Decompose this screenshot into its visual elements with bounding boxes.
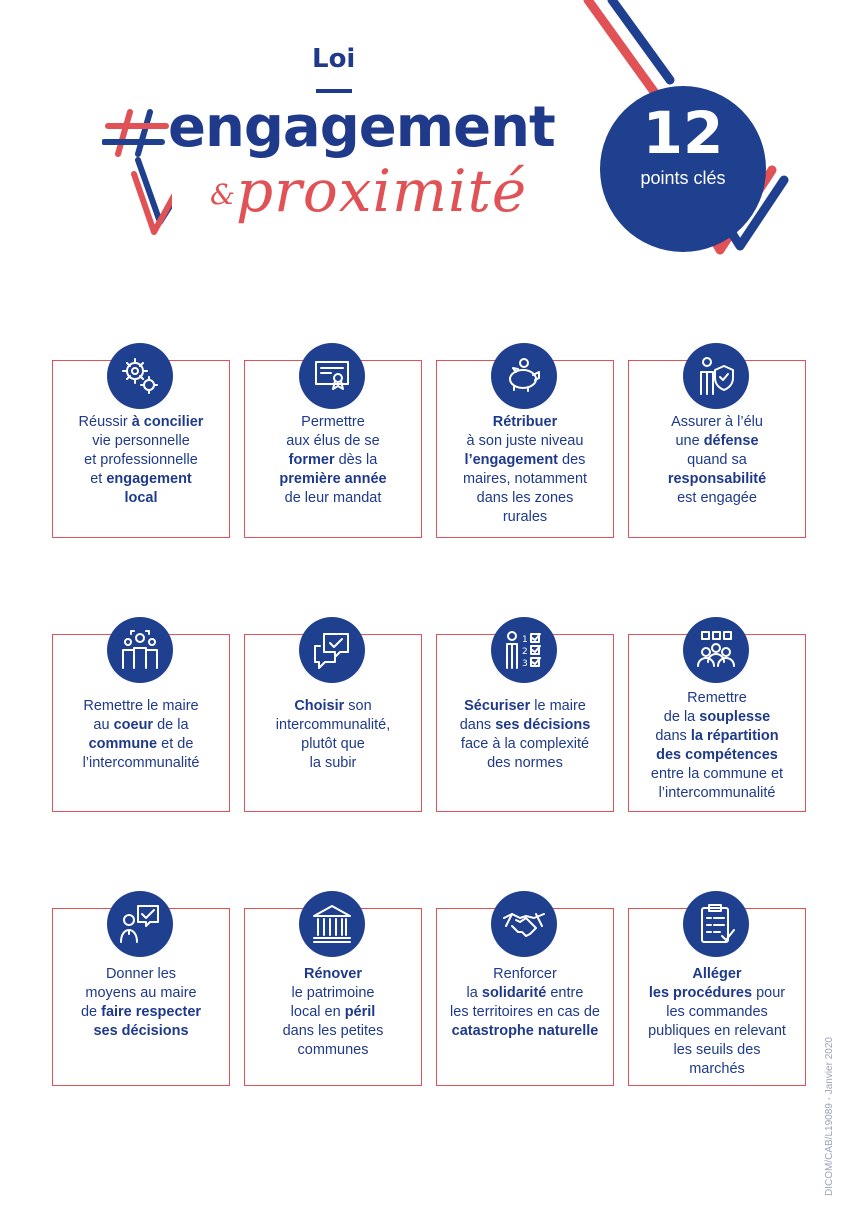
key-point-text: Remettre de la souplesse dans la répartition des compétences entre la commune et l’intercommunalité [650,690,784,801]
key-point-card-10 [244,908,422,1086]
key-point-card-11 [436,908,614,1086]
key-point-card-4 [628,360,806,538]
badge-number: 12 [642,99,724,167]
key-points-badge [600,86,766,252]
hashtag-check-logo [102,104,172,244]
title-ampersand: & [210,178,235,211]
key-point-text: Assurer à l’élu une défense quand sa responsabilité est engagée [667,414,767,506]
person-checklist-icon [491,617,557,683]
speech-check-icon [299,617,365,683]
key-point-text: Alléger les procédures pour les commandes publiques en relevant les seuils des marchés [648,966,786,1077]
key-point-card-7 [436,634,614,812]
diploma-icon [299,343,365,409]
key-point-card-8 [628,634,806,812]
title-proximite: proximité [236,157,528,225]
key-point-text: Donner les moyens au maire de faire respecter ses décisions [80,966,202,1039]
svg-text:3: 3 [522,659,528,669]
badge-label: points clés [640,168,726,188]
key-point-text: Sécuriser le maire dans ses décisions face à la complexité des normes [459,698,591,771]
key-point-card-2 [244,360,422,538]
clipboard-check-icon [683,891,749,957]
key-point-text: Remettre le maire au coeur de la commune et de l’intercommunalité [82,698,200,771]
key-point-card-6 [244,634,422,812]
document-reference: DICOM/CAB/L19089 - Janvier 2020 [824,1037,835,1196]
key-point-text: Rétribuer à son juste niveau l’engagement des maires, notamment dans les zones rurales [462,414,588,525]
svg-text:2: 2 [522,647,528,657]
svg-text:1: 1 [522,635,528,645]
person-shield-icon [683,343,749,409]
key-point-text: Choisir son intercommunalité, plutôt que la subir [275,698,391,771]
key-point-card-3 [436,360,614,538]
key-point-card-5 [52,634,230,812]
key-point-card-12 [628,908,806,1086]
group-focus-icon [107,617,173,683]
title-underline [316,89,352,93]
person-speech-check-icon [107,891,173,957]
building-columns-icon [299,891,365,957]
key-point-text: Permettre aux élus de se former dès la première année de leur mandat [279,414,387,506]
key-point-text: Réussir à concilier vie personnelle et professionnelle et engagement local [78,414,204,506]
key-point-card-9 [52,908,230,1086]
title-engagement: engagement [168,95,555,160]
team-org-icon [683,617,749,683]
law-label: Loi [312,44,356,74]
key-point-text: Renforcer la solidarité entre les territoires en cas de catastrophe naturelle [450,966,600,1039]
gears-icon [107,343,173,409]
handshake-icon [491,891,557,957]
key-point-text: Rénover le patrimoine local en péril dans les petites communes [282,966,384,1058]
piggy-bank-icon [491,343,557,409]
key-point-card-1 [52,360,230,538]
